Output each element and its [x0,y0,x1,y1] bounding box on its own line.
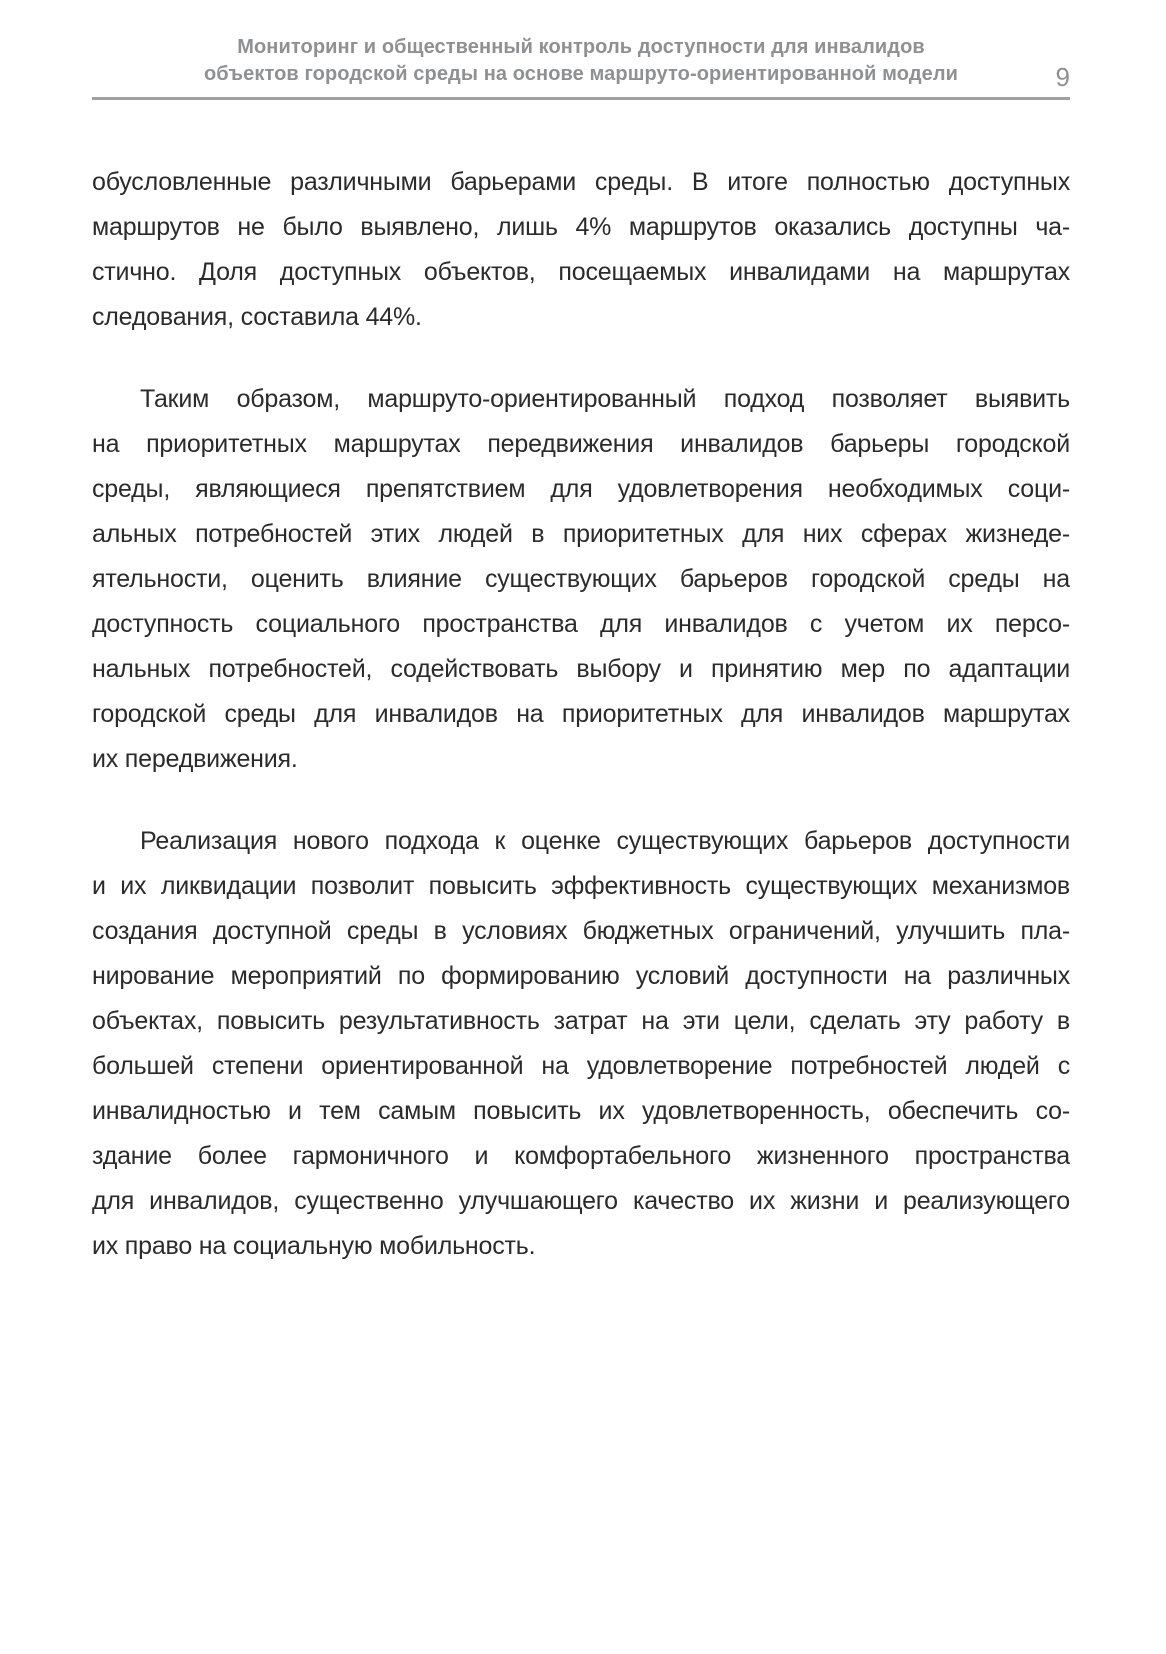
running-header-line1: Мониторинг и общественный контроль доступности для инвалидов [237,36,925,58]
body-text [92,160,1070,1269]
body-line: большей степени ориентированной на удовлетворение потребностей людей с [92,1052,1070,1080]
body-line: для инвалидов, существенно улучшающего качество их жизни и реализующего [92,1187,1070,1215]
body-line: объектах, повысить результативность затрат на эти цели, сделать эту работу в [92,1007,1070,1035]
body-line: нальных потребностей, содействовать выбору и принятию мер по адаптации [92,655,1070,683]
body-line: следования, составила 44%. [92,303,422,331]
paragraph-3 [92,819,1070,1269]
body-line: инвалидностью и тем самым повысить их удовлетворенность, обеспечить со- [92,1097,1070,1125]
body-line: на приоритетных маршрутах передвижения инвалидов барьеры городской [92,430,1070,458]
body-line: и их ликвидации позволит повысить эффективность существующих механизмов [92,872,1070,900]
body-line: городской среды для инвалидов на приоритетных для инвалидов маршрутах [92,700,1070,728]
body-line: альных потребностей этих людей в приоритетных для них сферах жизнеде- [92,520,1070,548]
body-line: здание более гармоничного и комфортабельного жизненного пространства [92,1142,1070,1170]
running-header-line2: объектов городской среды на основе маршруто-ориентированной модели [203,63,959,85]
page-number: 9 [1055,62,1070,92]
body-line: Реализация нового подхода к оценке существующих барьеров доступности [140,827,1070,855]
paragraph-1 [92,160,1070,340]
running-header [92,34,1070,88]
body-line: создания доступной среды в условиях бюджетных ограничений, улучшить пла- [92,917,1070,945]
body-line: доступность социального пространства для инвалидов с учетом их персо- [92,610,1070,638]
body-line: их передвижения. [92,745,298,773]
body-line: нирование мероприятий по формированию условий доступности на различных [92,962,1070,990]
header-divider-rule [92,97,1070,100]
body-line: обусловленные различными барьерами среды. В итоге полностью доступных [92,168,1070,196]
body-line: ятельности, оценить влияние существующих барьеров городской среды на [92,565,1070,593]
body-line: маршрутов не было выявлено, лишь 4% маршрутов оказались доступны ча- [92,213,1070,241]
body-line: Таким образом, маршруто-ориентированный подход позволяет выявить [140,385,1070,413]
body-line: стично. Доля доступных объектов, посещаемых инвалидами на маршрутах [92,258,1070,286]
body-line: среды, являющиеся препятствием для удовлетворения необходимых соци- [92,475,1070,503]
paragraph-2 [92,377,1070,782]
body-line: их право на социальную мобильность. [92,1232,536,1260]
